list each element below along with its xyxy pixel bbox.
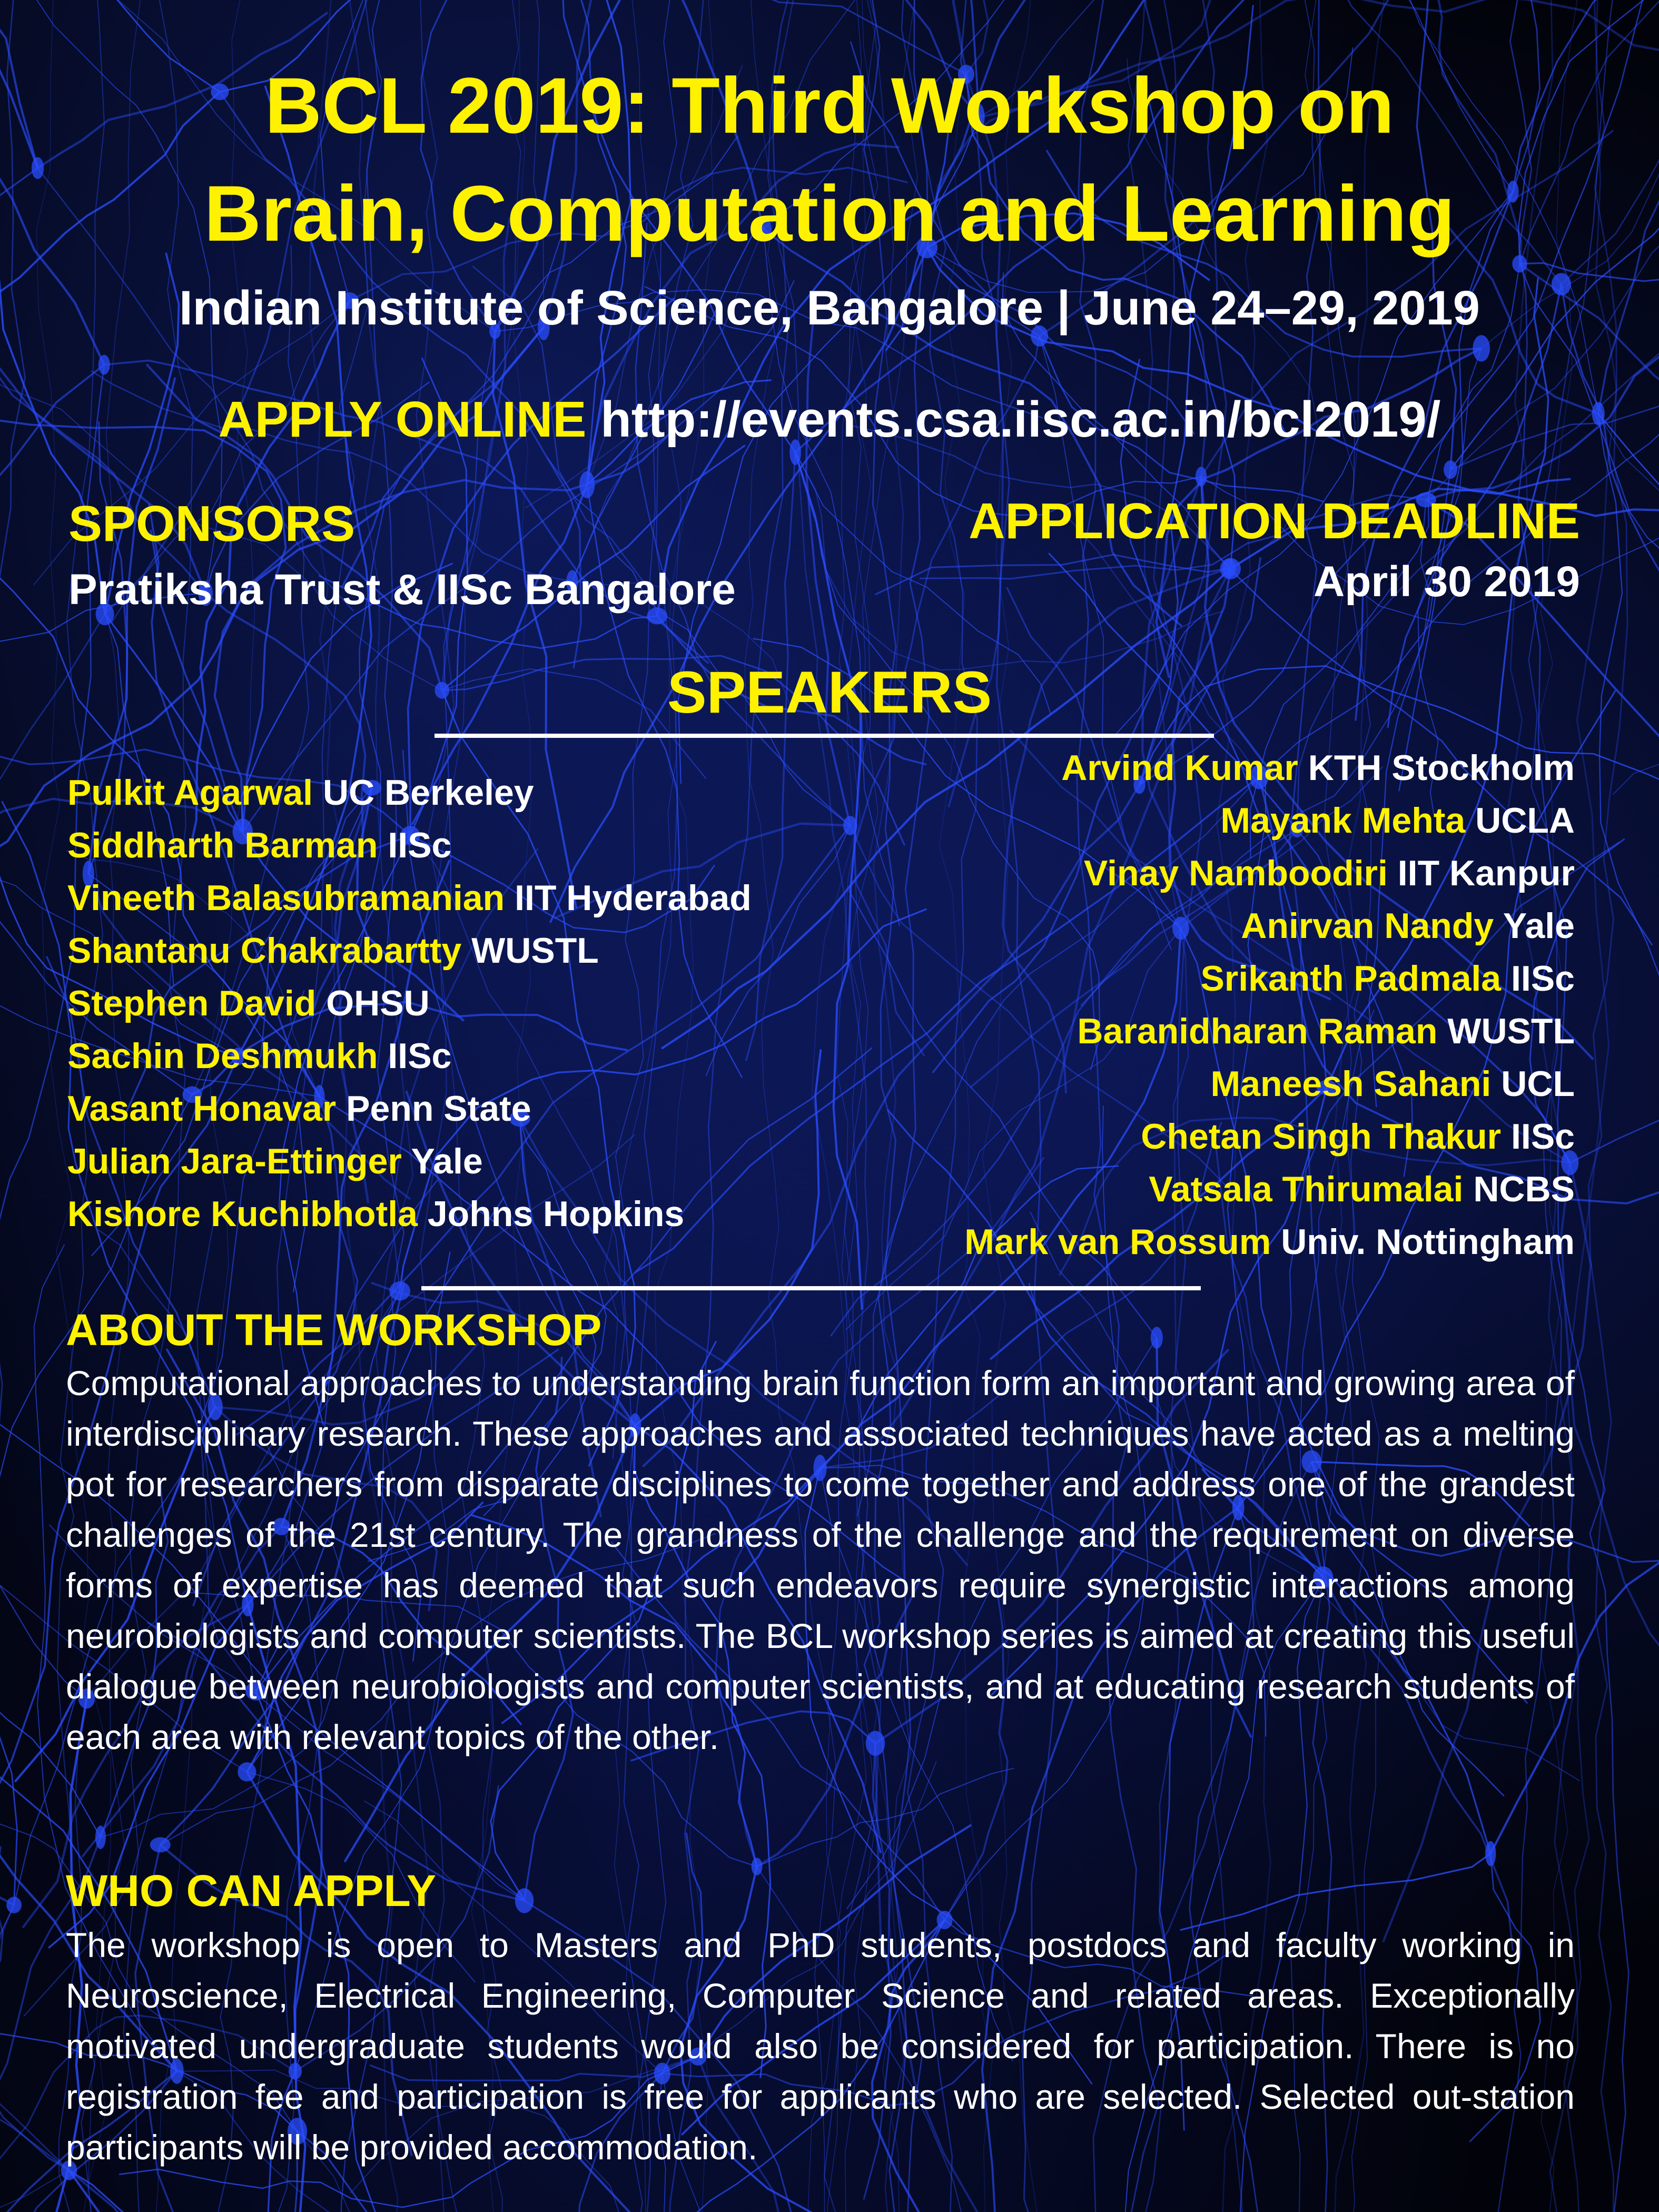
- title-line-1: BCL 2019: Third Workshop on: [264, 61, 1395, 150]
- speaker-name: Baranidharan Raman: [1077, 1011, 1438, 1051]
- speaker-affiliation: NCBS: [1473, 1169, 1575, 1209]
- speaker-row: [964, 794, 1575, 847]
- speaker-row: [964, 1110, 1575, 1163]
- speaker-name: Mayank Mehta: [1220, 801, 1466, 841]
- speaker-row: [964, 952, 1575, 1005]
- speaker-affiliation: UCLA: [1475, 801, 1575, 841]
- speaker-name: Sachin Deshmukh: [67, 1036, 378, 1076]
- speaker-affiliation: Penn State: [346, 1089, 531, 1129]
- speakers-heading: SPEAKERS: [667, 659, 992, 725]
- speaker-affiliation: IIT Hyderabad: [515, 878, 752, 918]
- speaker-name: Anirvan Nandy: [1241, 906, 1494, 946]
- speaker-name: Kishore Kuchibhotla: [67, 1194, 418, 1234]
- speaker-affiliation: KTH Stockholm: [1308, 748, 1575, 788]
- speaker-name: Vasant Honavar: [67, 1089, 337, 1129]
- apply-online-label: APPLY ONLINE: [218, 391, 587, 448]
- speaker-name: Siddharth Barman: [67, 825, 378, 865]
- speaker-row: [964, 1216, 1575, 1268]
- speaker-row: [964, 900, 1575, 952]
- speaker-name: Srikanth Padmala: [1200, 959, 1502, 999]
- venue-dates: Indian Institute of Science, Bangalore | June 24–29, 2019: [179, 281, 1480, 335]
- speaker-affiliation: IISc: [388, 825, 452, 865]
- speaker-name: Chetan Singh Thakur: [1141, 1117, 1502, 1157]
- speaker-affiliation: UC Berkeley: [322, 773, 534, 813]
- speaker-row: [67, 766, 752, 819]
- speaker-row: [67, 977, 752, 1030]
- speaker-row: [67, 819, 752, 872]
- speakers-left-column: [67, 766, 752, 1240]
- speaker-name: Maneesh Sahani: [1210, 1064, 1492, 1104]
- speaker-row: [964, 1005, 1575, 1058]
- speaker-row: [964, 742, 1575, 794]
- speaker-name: Shantanu Chakrabartty: [67, 931, 462, 971]
- apply-online-line: [0, 391, 1659, 449]
- speaker-affiliation: UCL: [1501, 1064, 1575, 1104]
- speaker-affiliation: IIT Kanpur: [1397, 853, 1575, 893]
- speaker-affiliation: OHSU: [326, 983, 430, 1023]
- speaker-row: [67, 1135, 752, 1188]
- speaker-affiliation: IISc: [1511, 959, 1575, 999]
- about-heading: ABOUT THE WORKSHOP: [66, 1305, 602, 1355]
- speaker-row: [67, 1030, 752, 1082]
- title-line-2: Brain, Computation and Learning: [204, 169, 1455, 258]
- speaker-row: [964, 847, 1575, 900]
- speaker-row: [67, 1082, 752, 1135]
- who-can-apply-heading: WHO CAN APPLY: [66, 1866, 437, 1915]
- speaker-affiliation: Yale: [1503, 906, 1575, 946]
- speakers-right-column: [964, 742, 1575, 1268]
- speaker-row: [67, 1188, 752, 1240]
- deadline-heading: APPLICATION DEADLINE: [969, 493, 1580, 549]
- speaker-affiliation: Univ. Nottingham: [1281, 1222, 1575, 1262]
- speaker-name: Julian Jara-Ettinger: [67, 1141, 402, 1181]
- speaker-row: [67, 924, 752, 977]
- sponsors-value: Pratiksha Trust & IISc Bangalore: [68, 566, 736, 614]
- speaker-name: Stephen David: [67, 983, 317, 1023]
- speaker-row: [964, 1058, 1575, 1110]
- speaker-name: Arvind Kumar: [1061, 748, 1298, 788]
- who-can-apply-text: The workshop is open to Masters and PhD students, postdocs and faculty working in Neuroscience, Electrical Engineering, Computer Science and related areas. Exceptionally motivated undergraduate students would also be considered for participation. There is no registration fee and participation is free for applicants who are selected. Selected out-station participants will be provided accommodation.: [66, 1925, 1575, 2167]
- speaker-affiliation: Yale: [411, 1141, 483, 1181]
- speaker-name: Vatsala Thirumalai: [1149, 1169, 1464, 1209]
- speaker-name: Vineeth Balasubramanian: [67, 878, 505, 918]
- speakers-top-divider: [434, 734, 1214, 738]
- speaker-row: [964, 1163, 1575, 1216]
- speaker-affiliation: IISc: [1511, 1117, 1575, 1157]
- sponsors-heading: SPONSORS: [68, 496, 355, 552]
- speaker-affiliation: IISc: [388, 1036, 452, 1076]
- deadline-value: April 30 2019: [1314, 558, 1580, 606]
- speaker-affiliation: WUSTL: [471, 931, 599, 971]
- speaker-name: Pulkit Agarwal: [67, 773, 313, 813]
- speaker-affiliation: WUSTL: [1447, 1011, 1575, 1051]
- about-text: Computational approaches to understanding brain function form an important and growing area of interdisciplinary research. These approaches and associated techniques have acted as a melting pot for researchers from disparate disciplines to come together and address one of the grandest challenges of the 21st century. The grandness of the challenge and the requirement on diverse forms of expertise has deemed that such endeavors require synergistic interactions among neurobiologists and computer scientists. The BCL workshop series is aimed at creating this useful dialogue between neurobiologists and computer scientists, and at educating research students of each area with relevant topics of the other.: [66, 1364, 1575, 1756]
- speaker-name: Vinay Namboodiri: [1084, 853, 1388, 893]
- speaker-row: [67, 872, 752, 924]
- speaker-name: Mark van Rossum: [964, 1222, 1271, 1262]
- speaker-affiliation: Johns Hopkins: [427, 1194, 685, 1234]
- apply-url-link[interactable]: http://events.csa.iisc.ac.in/bcl2019/: [600, 391, 1441, 448]
- speakers-bottom-divider: [421, 1286, 1201, 1290]
